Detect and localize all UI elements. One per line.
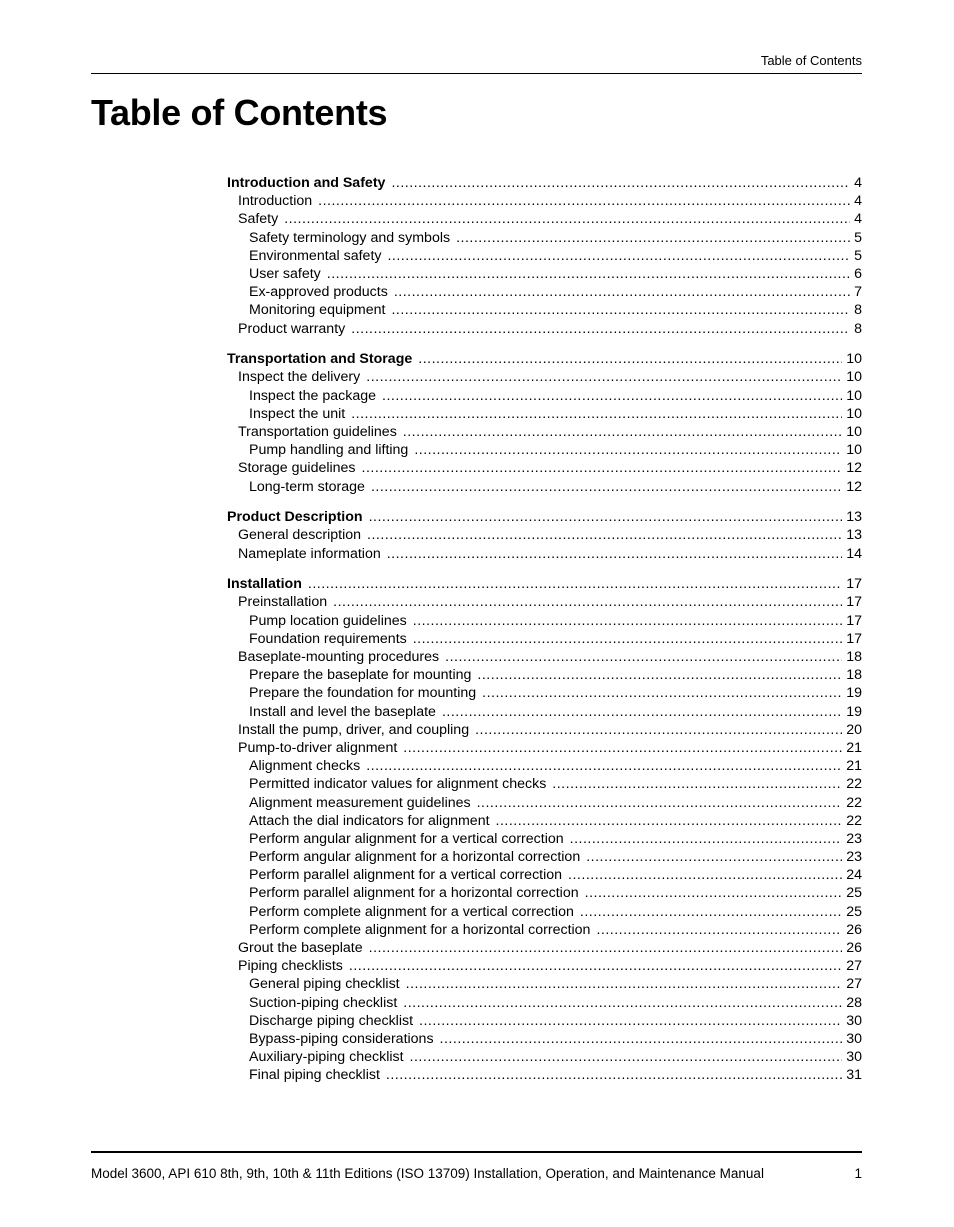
toc-page-number: 4 xyxy=(854,193,862,210)
toc-entry[interactable] xyxy=(227,884,862,902)
toc-entry[interactable] xyxy=(227,593,862,611)
toc-dot-leader xyxy=(327,265,850,283)
toc-dot-leader xyxy=(366,368,842,386)
toc-dot-leader xyxy=(586,848,842,866)
toc-entry[interactable] xyxy=(227,684,862,702)
toc-dot-leader xyxy=(414,441,842,459)
toc-entry[interactable] xyxy=(227,1012,862,1030)
toc-entry-title: Perform parallel alignment for a horizontal correction xyxy=(249,885,579,902)
toc-page-number: 12 xyxy=(846,460,862,477)
toc-dot-leader xyxy=(362,459,843,477)
toc-entry-title: Discharge piping checklist xyxy=(249,1012,414,1029)
toc-chapter-entry[interactable] xyxy=(227,575,862,593)
toc-dot-leader xyxy=(403,739,842,757)
toc-page-number: 6 xyxy=(854,265,862,282)
toc-entry[interactable] xyxy=(227,994,862,1012)
toc-page-number: 17 xyxy=(846,594,862,611)
toc-entry-title: Perform complete alignment for a vertical correction xyxy=(249,903,574,920)
toc-dot-leader xyxy=(477,666,842,684)
toc-page-number: 19 xyxy=(846,703,862,720)
toc-entry-title: General piping checklist xyxy=(249,976,400,993)
toc-entry[interactable] xyxy=(227,265,862,283)
toc-dot-leader xyxy=(445,648,842,666)
toc-dot-leader xyxy=(366,757,842,775)
toc-entry-title: Perform complete alignment for a horizontal correction xyxy=(249,921,591,938)
toc-entry-title: Safety terminology and symbols xyxy=(249,229,451,246)
toc-entry[interactable] xyxy=(227,739,862,757)
toc-entry-title: User safety xyxy=(249,265,321,282)
footer-page-number: 1 xyxy=(854,1166,862,1181)
running-header: Table of Contents xyxy=(760,53,862,68)
toc-entry[interactable] xyxy=(227,210,862,228)
toc-entry[interactable] xyxy=(227,775,862,793)
toc-entry-title: Ex-approved products xyxy=(249,284,388,301)
toc-page-number: 10 xyxy=(846,405,862,422)
toc-page-number: 30 xyxy=(846,1049,862,1066)
toc-entry-title: Storage guidelines xyxy=(238,460,356,477)
toc-page-number: 14 xyxy=(846,545,862,562)
toc-dot-leader xyxy=(580,903,842,921)
toc-entry-title: Alignment checks xyxy=(249,758,361,775)
toc-entry[interactable] xyxy=(227,441,862,459)
toc-entry[interactable] xyxy=(227,866,862,884)
toc-dot-leader xyxy=(349,957,842,975)
toc-page-number: 7 xyxy=(854,284,862,301)
toc-page-number: 17 xyxy=(846,576,862,593)
toc-dot-leader xyxy=(382,387,842,405)
toc-entry-title: Long-term storage xyxy=(249,478,365,495)
toc-entry-title: Foundation requirements xyxy=(249,630,407,647)
toc-dot-leader xyxy=(403,994,842,1012)
toc-entry-title: Nameplate information xyxy=(238,545,381,562)
toc-entry-title: Transportation and Storage xyxy=(227,351,413,368)
toc-page-number: 31 xyxy=(846,1067,862,1084)
toc-dot-leader xyxy=(284,210,850,228)
toc-entry[interactable] xyxy=(227,368,862,386)
toc-entry-title: Inspect the package xyxy=(249,387,376,404)
toc-page-number: 27 xyxy=(846,958,862,975)
toc-entry[interactable] xyxy=(227,666,862,684)
toc-page-number: 30 xyxy=(846,1012,862,1029)
toc-dot-leader xyxy=(482,684,842,702)
toc-entry-title: Perform angular alignment for a vertical correction xyxy=(249,830,564,847)
toc-dot-leader xyxy=(367,526,842,544)
header-divider xyxy=(91,73,862,74)
page-title: Table of Contents xyxy=(91,92,388,133)
toc-entry[interactable] xyxy=(227,848,862,866)
toc-dot-leader xyxy=(351,320,850,338)
toc-entry-title: Product warranty xyxy=(238,320,346,337)
toc-dot-leader xyxy=(410,1048,843,1066)
toc-entry-title: Grout the baseplate xyxy=(238,940,363,956)
toc-entry[interactable] xyxy=(227,387,862,405)
toc-entry[interactable] xyxy=(227,192,862,210)
toc-entry[interactable] xyxy=(227,757,862,775)
toc-entry[interactable] xyxy=(227,247,862,265)
toc-entry-title: Pump-to-driver alignment xyxy=(238,739,398,756)
toc-entry[interactable] xyxy=(227,405,862,423)
toc-entry[interactable] xyxy=(227,957,862,975)
toc-entry-title: Permitted indicator values for alignment checks xyxy=(249,776,547,793)
toc-entry-title: Perform angular alignment for a horizontal correction xyxy=(249,849,581,866)
toc-chapter-entry[interactable] xyxy=(227,508,862,526)
toc-page-number: 27 xyxy=(846,976,862,993)
toc-entry-title: Prepare the foundation for mounting xyxy=(249,685,477,702)
toc-page-number: 19 xyxy=(846,685,862,702)
toc-page-number: 4 xyxy=(854,175,862,191)
toc-entry[interactable] xyxy=(227,703,862,721)
toc-entry[interactable] xyxy=(227,229,862,247)
toc-page-number: 18 xyxy=(846,649,862,665)
toc-page-number: 30 xyxy=(846,1030,862,1047)
toc-entry[interactable] xyxy=(227,921,862,939)
toc-entry-title: Bypass-piping considerations xyxy=(249,1030,434,1047)
toc-page-number: 24 xyxy=(846,867,862,884)
toc-dot-leader xyxy=(391,301,850,319)
toc-entry[interactable] xyxy=(227,1048,862,1066)
toc-page-number: 26 xyxy=(846,921,862,938)
toc-page-number: 13 xyxy=(846,509,862,526)
toc-section xyxy=(227,508,862,563)
toc-page-number: 13 xyxy=(846,527,862,544)
toc-entry-title: Monitoring equipment xyxy=(249,302,386,319)
toc-entry-title: Install the pump, driver, and coupling xyxy=(238,721,470,738)
toc-entry-title: Inspect the unit xyxy=(249,405,346,422)
toc-dot-leader xyxy=(318,192,850,210)
toc-entry-title: Transportation guidelines xyxy=(238,423,397,440)
toc-page-number: 21 xyxy=(846,739,862,756)
toc-entry[interactable] xyxy=(227,545,862,563)
toc-dot-leader xyxy=(568,866,842,884)
toc-entry-title: General description xyxy=(238,527,362,544)
footer-manual-title: Model 3600, API 610 8th, 9th, 10th & 11th Editions (ISO 13709) Installation, Operation, and Maintenance Manual xyxy=(91,1166,764,1181)
toc-page-number: 10 xyxy=(846,387,862,404)
toc-entry[interactable] xyxy=(227,478,862,496)
toc-entry[interactable] xyxy=(227,721,862,739)
toc-chapter-entry[interactable] xyxy=(227,350,862,368)
toc-page-number: 22 xyxy=(846,812,862,829)
toc-page-number: 17 xyxy=(846,630,862,647)
toc-dot-leader xyxy=(369,508,843,526)
toc-dot-leader xyxy=(387,247,850,265)
toc-entry-title: Alignment measurement guidelines xyxy=(249,794,471,811)
toc-entry-title: Preinstallation xyxy=(238,594,328,611)
toc-entry[interactable] xyxy=(227,283,862,301)
toc-entry[interactable] xyxy=(227,812,862,830)
toc-page-number: 4 xyxy=(854,211,862,228)
toc-entry[interactable] xyxy=(227,1066,862,1084)
table-of-contents xyxy=(227,174,862,1097)
toc-dot-leader xyxy=(475,721,842,739)
toc-entry-title: Final piping checklist xyxy=(249,1067,380,1084)
toc-entry-title: Introduction and Safety xyxy=(227,175,386,191)
toc-entry[interactable] xyxy=(227,459,862,477)
toc-entry[interactable] xyxy=(227,648,862,666)
toc-page-number: 22 xyxy=(846,776,862,793)
toc-dot-leader xyxy=(406,975,843,993)
toc-entry[interactable] xyxy=(227,975,862,993)
toc-dot-leader xyxy=(308,575,842,593)
toc-page-number: 17 xyxy=(846,612,862,629)
toc-section xyxy=(227,575,862,1084)
toc-entry-title: Perform parallel alignment for a vertical correction xyxy=(249,867,563,884)
toc-page-number: 8 xyxy=(854,320,862,337)
toc-dot-leader xyxy=(333,593,842,611)
toc-dot-leader xyxy=(418,350,842,368)
toc-page-number: 20 xyxy=(846,721,862,738)
toc-page-number: 10 xyxy=(846,423,862,440)
toc-chapter-entry[interactable] xyxy=(227,174,862,192)
toc-entry-title: Pump handling and lifting xyxy=(249,442,409,459)
footer-divider xyxy=(91,1151,862,1153)
toc-entry-title: Pump location guidelines xyxy=(249,612,407,629)
toc-dot-leader xyxy=(419,1012,842,1030)
toc-page-number: 26 xyxy=(846,940,862,956)
toc-dot-leader xyxy=(442,703,842,721)
toc-entry-title: Inspect the delivery xyxy=(238,369,361,386)
toc-dot-leader xyxy=(351,405,842,423)
toc-dot-leader xyxy=(371,478,842,496)
toc-entry-title: Suction-piping checklist xyxy=(249,994,398,1011)
toc-entry[interactable] xyxy=(227,612,862,630)
toc-dot-leader xyxy=(496,812,843,830)
toc-entry-title: Attach the dial indicators for alignment xyxy=(249,812,490,829)
toc-entry-title: Install and level the baseplate xyxy=(249,703,436,720)
toc-page-number: 22 xyxy=(846,794,862,811)
toc-entry[interactable] xyxy=(227,526,862,544)
toc-entry-title: Environmental safety xyxy=(249,247,382,264)
toc-dot-leader xyxy=(585,884,843,902)
toc-entry[interactable] xyxy=(227,903,862,921)
toc-dot-leader xyxy=(596,921,842,939)
toc-dot-leader xyxy=(413,612,842,630)
toc-page-number: 28 xyxy=(846,994,862,1011)
toc-dot-leader xyxy=(456,229,850,247)
toc-page-number: 25 xyxy=(846,885,862,902)
toc-dot-leader xyxy=(570,830,843,848)
toc-page-number: 10 xyxy=(846,442,862,459)
toc-entry[interactable] xyxy=(227,939,862,957)
toc-page-number: 23 xyxy=(846,849,862,866)
toc-dot-leader xyxy=(394,283,850,301)
toc-dot-leader xyxy=(440,1030,843,1048)
toc-entry[interactable] xyxy=(227,630,862,648)
toc-section xyxy=(227,174,862,338)
toc-entry-title: Piping checklists xyxy=(238,958,343,975)
toc-entry[interactable] xyxy=(227,320,862,338)
toc-dot-leader xyxy=(477,794,843,812)
toc-section xyxy=(227,350,862,496)
toc-entry[interactable] xyxy=(227,301,862,319)
toc-dot-leader xyxy=(391,174,850,192)
toc-page-number: 23 xyxy=(846,830,862,847)
toc-entry-title: Product Description xyxy=(227,509,363,526)
toc-entry-title: Prepare the baseplate for mounting xyxy=(249,667,472,684)
toc-entry-title: Installation xyxy=(227,576,302,593)
toc-page-number: 8 xyxy=(854,302,862,319)
toc-entry-title: Safety xyxy=(238,211,279,228)
toc-page-number: 10 xyxy=(846,351,862,368)
toc-dot-leader xyxy=(552,775,842,793)
toc-page-number: 21 xyxy=(846,758,862,775)
toc-dot-leader xyxy=(369,939,843,957)
toc-dot-leader xyxy=(386,1066,842,1084)
toc-page-number: 12 xyxy=(846,478,862,495)
toc-dot-leader xyxy=(413,630,842,648)
toc-entry-title: Auxiliary-piping checklist xyxy=(249,1049,404,1066)
toc-entry[interactable] xyxy=(227,830,862,848)
toc-page-number: 10 xyxy=(846,369,862,386)
toc-entry[interactable] xyxy=(227,794,862,812)
toc-entry[interactable] xyxy=(227,1030,862,1048)
toc-dot-leader xyxy=(387,545,842,563)
toc-page-number: 25 xyxy=(846,903,862,920)
toc-entry[interactable] xyxy=(227,423,862,441)
toc-page-number: 18 xyxy=(846,667,862,684)
toc-dot-leader xyxy=(403,423,842,441)
toc-page-number: 5 xyxy=(854,247,862,264)
toc-page-number: 5 xyxy=(854,229,862,246)
toc-entry-title: Introduction xyxy=(238,193,313,210)
toc-entry-title: Baseplate-mounting procedures xyxy=(238,649,440,665)
